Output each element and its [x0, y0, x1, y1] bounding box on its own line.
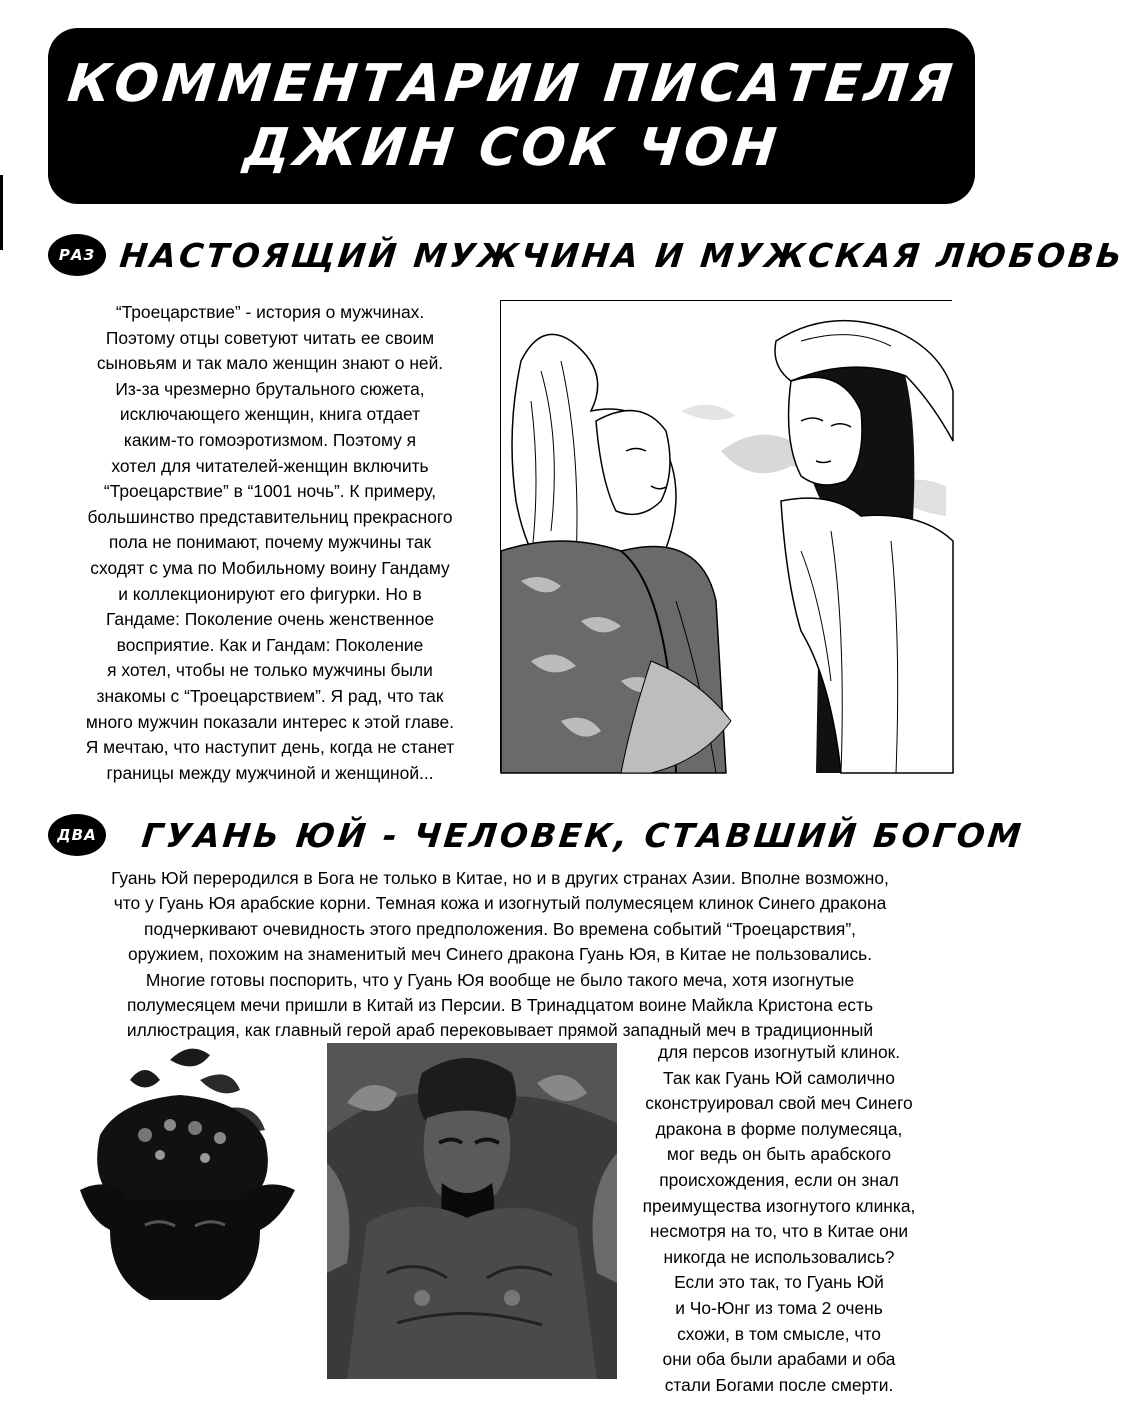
text-line: знакомы с “Троецарствием”. Я рад, что так: [96, 685, 444, 706]
text-line: сконструировал свой меч Синего: [645, 1093, 913, 1114]
text-line: и Чо-Юнг из тома 2 очень: [675, 1297, 883, 1318]
section-1-badge: РАЗ: [48, 234, 106, 276]
statue-head-photo: [60, 1040, 306, 1304]
text-line: для персов изогнутый клинок.: [657, 1042, 901, 1062]
section-2-badge: ДВА: [48, 814, 106, 856]
text-line: никогда не использовались?: [663, 1246, 895, 1267]
text-line: и коллекционируют его фигурки. Но в: [118, 583, 422, 604]
text-line: стали Богами после смерти.: [664, 1374, 894, 1395]
text-line: что у Гуань Юя арабские корни. Темная кожа и изогнутый полумесяцем клинок Синего дракона: [113, 893, 887, 914]
section-2-side-text: [612, 1040, 946, 1398]
text-line: “Троецарствие” в “1001 ночь”. К примеру,: [103, 481, 437, 502]
text-line: оружием, похожим на знаменитый меч Синего дракона Гуань Юя, в Китае не пользовались.: [127, 944, 873, 965]
text-line: несмотря на то, что в Китае они: [649, 1221, 909, 1242]
text-line: мог ведь он быть арабского: [666, 1144, 892, 1165]
page-title-line-1: КОММЕНТАРИИ ПИСАТЕЛЯ: [64, 54, 959, 114]
text-line: “Троецарствие” - история о мужчинах.: [115, 302, 425, 322]
text-line: полумесяцем мечи пришли в Китай из Персии. В Тринадцатом воине Майкла Кристона есть: [126, 995, 874, 1016]
text-line: сходят с ума по Мобильному воину Гандаму: [90, 557, 450, 578]
section-2-title: ГУАНЬ ЮЙ - ЧЕЛОВЕК, СТАВШИЙ БОГОМ: [139, 815, 1026, 855]
section-2-heading: [48, 814, 1024, 856]
text-line: они оба были арабами и оба: [662, 1349, 896, 1370]
text-line: подчеркивают очевидность этого предположения. Во времена событий “Троецарствия”,: [144, 918, 856, 939]
text-line: схожи, в том смысле, что: [677, 1323, 881, 1344]
text-line: Я мечтаю, что наступит день, когда не станет: [85, 737, 455, 758]
text-line: происхождения, если он знал: [659, 1169, 899, 1190]
text-line: я хотел, чтобы не только мужчины были: [107, 660, 433, 681]
text-line: большинство представительниц прекрасного: [87, 506, 453, 527]
text-line: пола не понимают, почему мужчины так: [108, 532, 432, 553]
section-1-heading: [48, 234, 1125, 276]
text-line: хотел для читателей-женщин включить: [111, 455, 429, 476]
text-line: сыновьям и так мало женщин знают о ней.: [96, 353, 444, 374]
text-line: Гандаме: Поколение очень женственное: [105, 609, 435, 630]
page-edge-mark: [0, 175, 3, 250]
text-line: иллюстрация, как главный герой араб перековывает прямой западный меч в традиционный: [126, 1020, 874, 1041]
text-line: дракона в форме полумесяца,: [655, 1118, 903, 1139]
text-line: Многие готовы поспорить, что у Гуань Юя вообще не было такого меча, хотя изогнутые: [145, 969, 855, 990]
section-1-body: [48, 300, 492, 786]
text-line: восприятие. Как и Гандам: Поколение: [116, 634, 424, 655]
title-banner: [48, 28, 975, 204]
guan-yu-statue-art: [327, 1043, 617, 1379]
text-line: границы между мужчиной и женщиной...: [106, 762, 434, 783]
section-2-body: [24, 866, 976, 1044]
statue-head-art: [60, 1040, 306, 1304]
text-line: Из-за чрезмерно брутального сюжета,: [115, 378, 425, 399]
guan-yu-statue-photo: [327, 1043, 617, 1379]
manga-illustration-art: [501, 301, 953, 773]
page-title-line-2: ДЖИН СОК ЧОН: [240, 118, 783, 178]
text-line: каким-то гомоэротизмом. Поэтому я: [123, 429, 417, 450]
text-line: Поэтому отцы советуют читать ее своим: [105, 327, 435, 348]
manga-illustration: [500, 300, 952, 772]
text-line: Если это так, то Гуань Юй: [674, 1272, 884, 1293]
text-line: Гуань Юй переродился в Бога не только в Китае, но и в других странах Азии. Вполне возможно,: [111, 868, 889, 888]
text-line: много мужчин показали интерес к этой главе.: [85, 711, 455, 732]
text-line: исключающего женщин, книга отдает: [119, 404, 421, 425]
section-1-title: НАСТОЯЩИЙ МУЖЧИНА И МУЖСКАЯ ЛЮБОВЬ: [117, 235, 1127, 275]
text-line: Так как Гуань Юй самолично: [663, 1067, 895, 1088]
text-line: преимущества изогнутого клинка,: [642, 1195, 916, 1216]
